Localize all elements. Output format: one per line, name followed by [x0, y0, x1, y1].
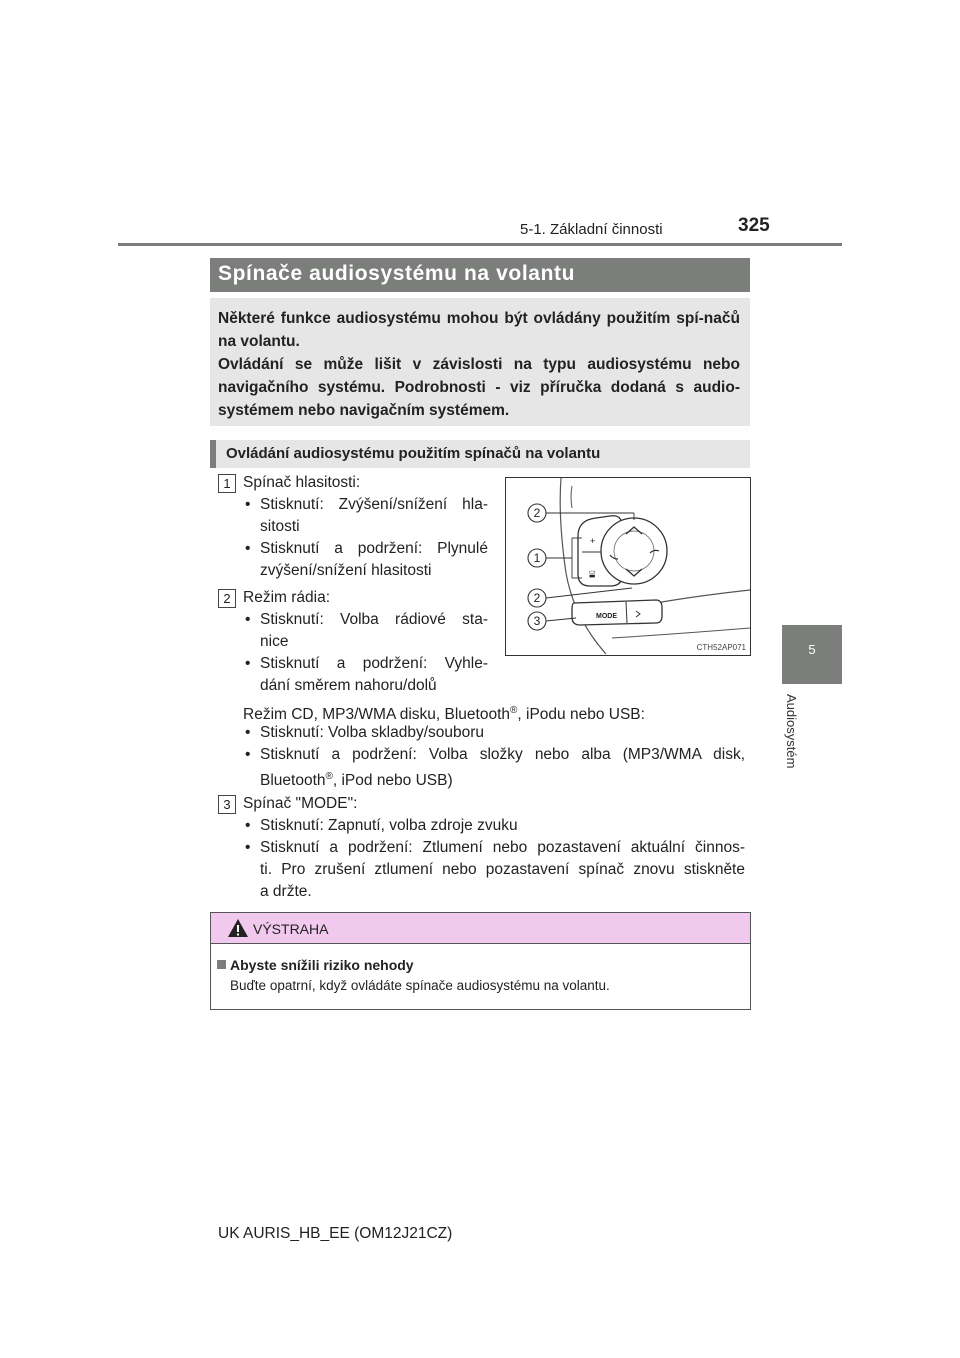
- item-badge-1: 1: [218, 474, 236, 493]
- item3-bullet2-line2: ti. Pro zrušení ztlumení nebo pozastavení spínač znovu stiskněte: [260, 861, 745, 878]
- bullet: •: [245, 540, 251, 557]
- bullet: •: [245, 611, 251, 628]
- steering-switch-figure: [505, 477, 751, 656]
- bullet: •: [245, 746, 251, 763]
- item1-bullet1-line2: sitosti: [260, 518, 300, 535]
- main-title: Spínače audiosystému na volantu: [218, 262, 576, 285]
- voice-icon: ▮▯: [589, 570, 596, 578]
- wheel-detail-line: [571, 486, 572, 508]
- main-title-bar: [210, 258, 750, 292]
- item-badge-2: 2: [218, 589, 236, 608]
- header-rule: [118, 243, 842, 246]
- subheading-accent: [210, 440, 216, 468]
- item3-title: Spínač "MODE":: [243, 795, 358, 812]
- bullet: •: [245, 724, 251, 741]
- warning-header: [211, 913, 750, 944]
- subheading-bar: [210, 440, 750, 468]
- callout-3-label: 3: [533, 614, 541, 628]
- item2-bullet4-line1: Stisknutí a podržení: Volba složky nebo alba (MP3/WMA disk,: [260, 746, 745, 763]
- warning-triangle-icon: [227, 918, 249, 938]
- intro-paragraph-2: Ovládání se může lišit v závislosti na typu audiosystému nebo navigačního systému. Podrobnosti - viz příručka dodaná s audio-systémem nebo navigačním systémem.: [218, 356, 740, 419]
- item1-title: Spínač hlasitosti:: [243, 474, 361, 491]
- registered-mark: ®: [510, 705, 518, 716]
- footer-code: UK AURIS_HB_EE (OM12J21CZ): [218, 1225, 453, 1242]
- intro-box: [210, 298, 750, 426]
- callout-2-top-label: 2: [533, 506, 541, 520]
- bullet: •: [245, 496, 251, 513]
- item2-bullet2-line2: dání směrem nahoru/dolů: [260, 677, 437, 694]
- item2-bullet4-line2-end: , iPod nebo USB): [332, 772, 453, 790]
- warning-body: Buďte opatrní, když ovládáte spínače audiosystému na volantu.: [230, 978, 610, 993]
- item2-cd-mode-text-end: , iPodu nebo USB:: [517, 706, 645, 724]
- figure-code: CTH52AP071: [696, 643, 746, 652]
- warning-heading: Abyste snížili riziko nehody: [230, 957, 414, 973]
- item2-cd-mode-text: Režim CD, MP3/WMA disku, Bluetooth: [243, 706, 511, 724]
- registered-mark: ®: [325, 771, 333, 782]
- bullet: •: [245, 817, 251, 834]
- steering-switch-illustration: [506, 478, 750, 655]
- page-number: 325: [738, 215, 770, 236]
- mode-label: MODE: [596, 613, 617, 620]
- subheading: Ovládání audiosystému použitím spínačů na volantu: [226, 445, 601, 462]
- item2-bullet1-line2: nice: [260, 633, 289, 650]
- item3-bullet2-line1: Stisknutí a podržení: Ztlumení nebo pozastavení aktuální činnos-: [260, 839, 745, 856]
- item2-bullet3: Stisknutí: Volba skladby/souboru: [260, 724, 485, 741]
- callout-2-bottom-label: 2: [533, 591, 541, 605]
- item-badge-3: 3: [218, 795, 236, 814]
- item1-bullet2-line1: Stisknutí a podržení: Plynulé: [260, 540, 488, 557]
- item1-bullet1-line1: Stisknutí: Zvýšení/snížení hla-: [260, 496, 488, 513]
- callout-1-label: 1: [533, 551, 541, 565]
- callout-line: [546, 618, 576, 621]
- intro-text: [218, 307, 740, 422]
- chapter-tab-label: [783, 694, 803, 784]
- intro-paragraph-1: Některé funkce audiosystému mohou být ovládány použitím spí-načů na volantu.: [218, 310, 740, 350]
- warning-box: [210, 912, 751, 1010]
- wheel-spoke-line: [656, 590, 750, 603]
- item2-bullet4-line2-text: Bluetooth: [260, 772, 326, 790]
- item1-bullet2-line2: zvýšení/snížení hlasitosti: [260, 562, 432, 579]
- warning-bullet-square: [217, 960, 226, 969]
- seek-control-center: [614, 531, 654, 571]
- chapter-tab: [782, 625, 842, 684]
- bullet: •: [245, 839, 251, 856]
- callout-line: [546, 588, 632, 598]
- bullet: •: [245, 655, 251, 672]
- warning-title: VÝSTRAHA: [253, 921, 329, 937]
- page-header: [0, 0, 960, 250]
- chapter-tab-number: 5: [808, 642, 816, 657]
- chapter-tab-label-text: Audiosystém: [784, 694, 799, 769]
- item2-title: Režim rádia:: [243, 589, 330, 606]
- wheel-spoke-line: [612, 628, 750, 638]
- item2-bullet2-line1: Stisknutí a podržení: Vyhle-: [260, 655, 488, 672]
- volume-plus-label: +: [590, 536, 596, 546]
- item3-bullet2-line3: a držte.: [260, 883, 312, 900]
- mode-switch: [572, 600, 662, 625]
- item2-bullet4-line2: [260, 766, 453, 792]
- section-title: 5-1. Základní činnosti: [520, 221, 663, 238]
- item2-bullet1-line1: Stisknutí: Volba rádiové sta-: [260, 611, 488, 628]
- item3-bullet1: Stisknutí: Zapnutí, volba zdroje zvuku: [260, 817, 518, 834]
